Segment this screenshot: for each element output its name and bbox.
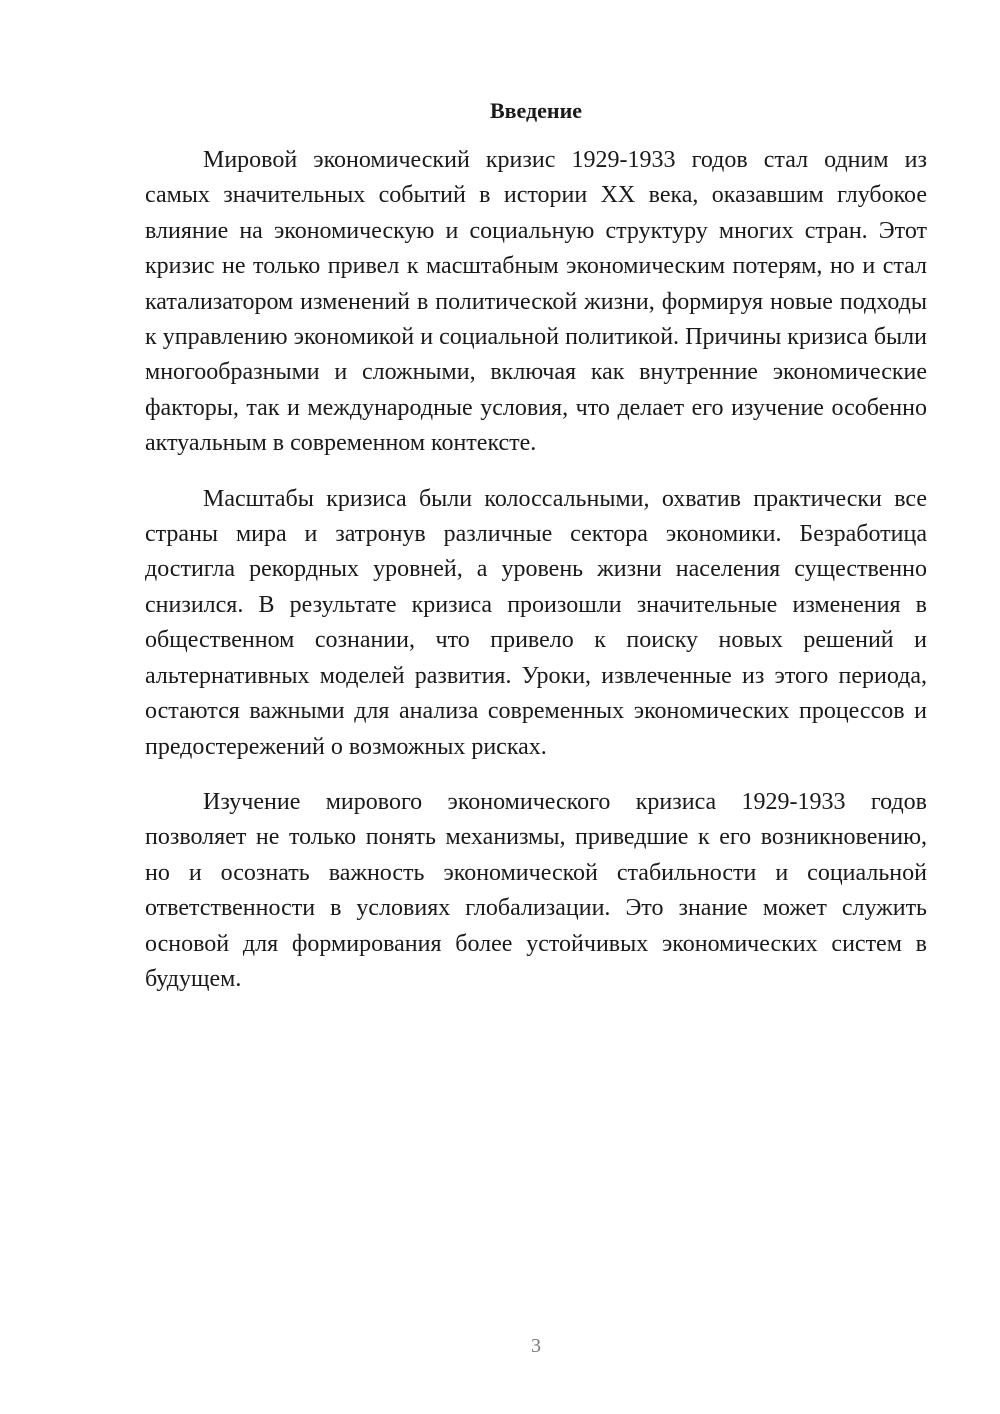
page-number: 3 [531, 1335, 541, 1357]
paragraph-3: Изучение мирового экономического кризиса 1929-1933 годов позволяет не только понять механизмы, приведшие к его возникновению, но и осознать важность экономической стабильности и социальной ответственности в условиях глобализации. Это знание может служить основой для формирования более устойчивых экономических систем в будущем. [145, 788, 927, 992]
section-heading: Введение [489, 98, 583, 123]
paragraph-1: Мировой экономический кризис 1929-1933 годов стал одним из самых значительных событий в истории XX века, оказавшим глубокое влияние на экономическую и социальную структуру многих стран. Этот кризис не только привел к масштабным экономическим потерям, но и стал катализатором изменений в политической жизни, формируя новые подходы к управлению экономикой и социальной политикой. Причины кризиса были многообразными и сложными, включая как внутренние экономические факторы, так и международные условия, что делает его изучение особенно актуальным в современном контексте. [145, 147, 927, 457]
body-text [145, 143, 927, 1017]
paragraph-2: Масштабы кризиса были колоссальными, охватив практически все страны мира и затронув различные сектора экономики. Безработица достигла рекордных уровней, а уровень жизни населения существенно снизился. В результате кризиса произошли значительные изменения в общественном сознании, что привело к поиску новых решений и альтернативных моделей развития. Уроки, извлеченные из этого периода, остаются важными для анализа современных экономических процессов и предостережений о возможных рисках. [145, 485, 927, 760]
